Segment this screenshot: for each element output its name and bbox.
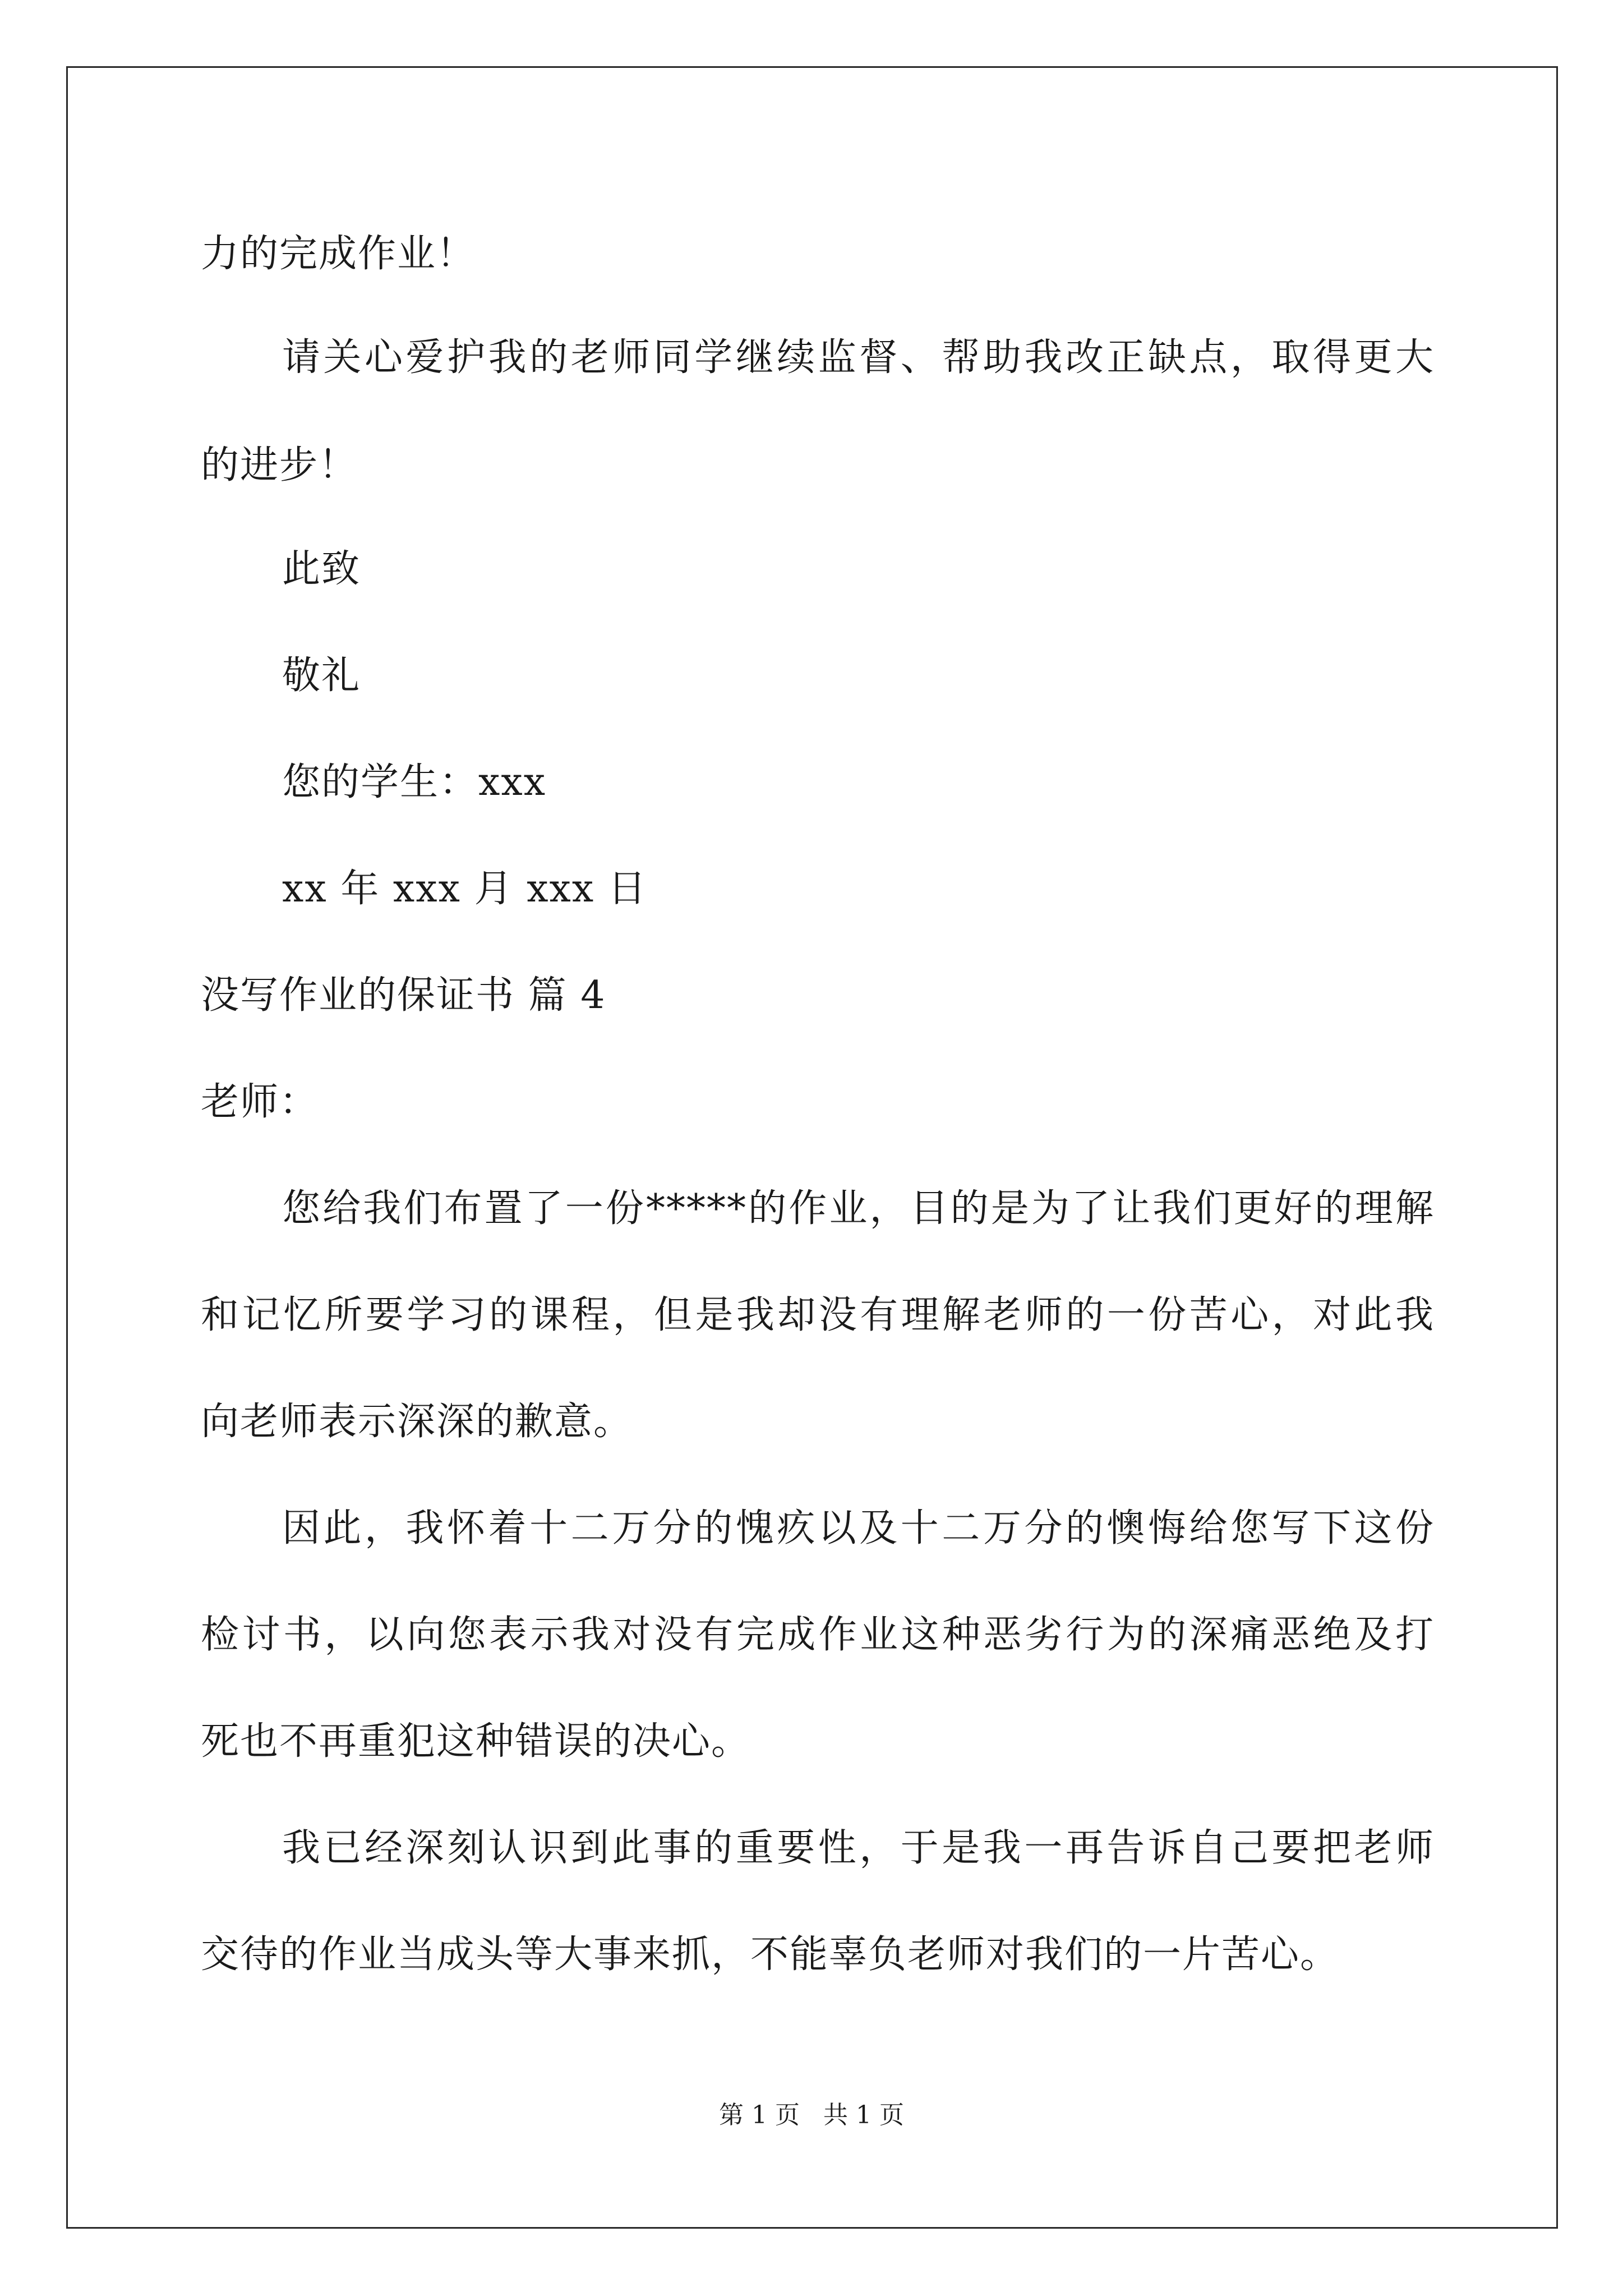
text-line: 因此，我怀着十二万分的愧疚以及十二万分的懊悔给您写下这份	[282, 1506, 1435, 1550]
text-line: 的进步！	[201, 443, 358, 487]
page-footer: 第 1 页 共 1 页	[719, 2101, 904, 2129]
text-line: 交待的作业当成头等大事来抓，不能辜负老师对我们的一片苦心。	[201, 1932, 1340, 1977]
date-line: xx 年 xxx 月 xxx 日	[282, 867, 647, 911]
text-line: 死也不再重犯这种错误的决心。	[201, 1719, 751, 1764]
text-line: 您给我们布置了一份*****的作业，目的是为了让我们更好的理解	[282, 1186, 1435, 1231]
text-line: 和记忆所要学习的课程，但是我却没有理解老师的一份苦心，对此我	[201, 1293, 1435, 1337]
text-line: 我已经深刻认识到此事的重要性，于是我一再告诉自己要把老师	[282, 1826, 1435, 1870]
section-heading: 没写作业的保证书 篇 4	[201, 973, 606, 1018]
page-border	[66, 66, 1558, 2229]
text-line: 请关心爱护我的老师同学继续监督、帮助我改正缺点，取得更大	[282, 335, 1435, 380]
greeting-line: 老师：	[201, 1080, 319, 1124]
text-line: 检讨书，以向您表示我对没有完成作业这种恶劣行为的深痛恶绝及打	[201, 1613, 1435, 1657]
closing-regards: 敬礼	[282, 654, 361, 698]
text-line: 力的完成作业！	[201, 232, 476, 276]
text-line: 向老师表示深深的歉意。	[201, 1400, 633, 1444]
signature-line: 您的学生：xxx	[282, 760, 547, 804]
closing-salutation: 此致	[282, 547, 361, 591]
